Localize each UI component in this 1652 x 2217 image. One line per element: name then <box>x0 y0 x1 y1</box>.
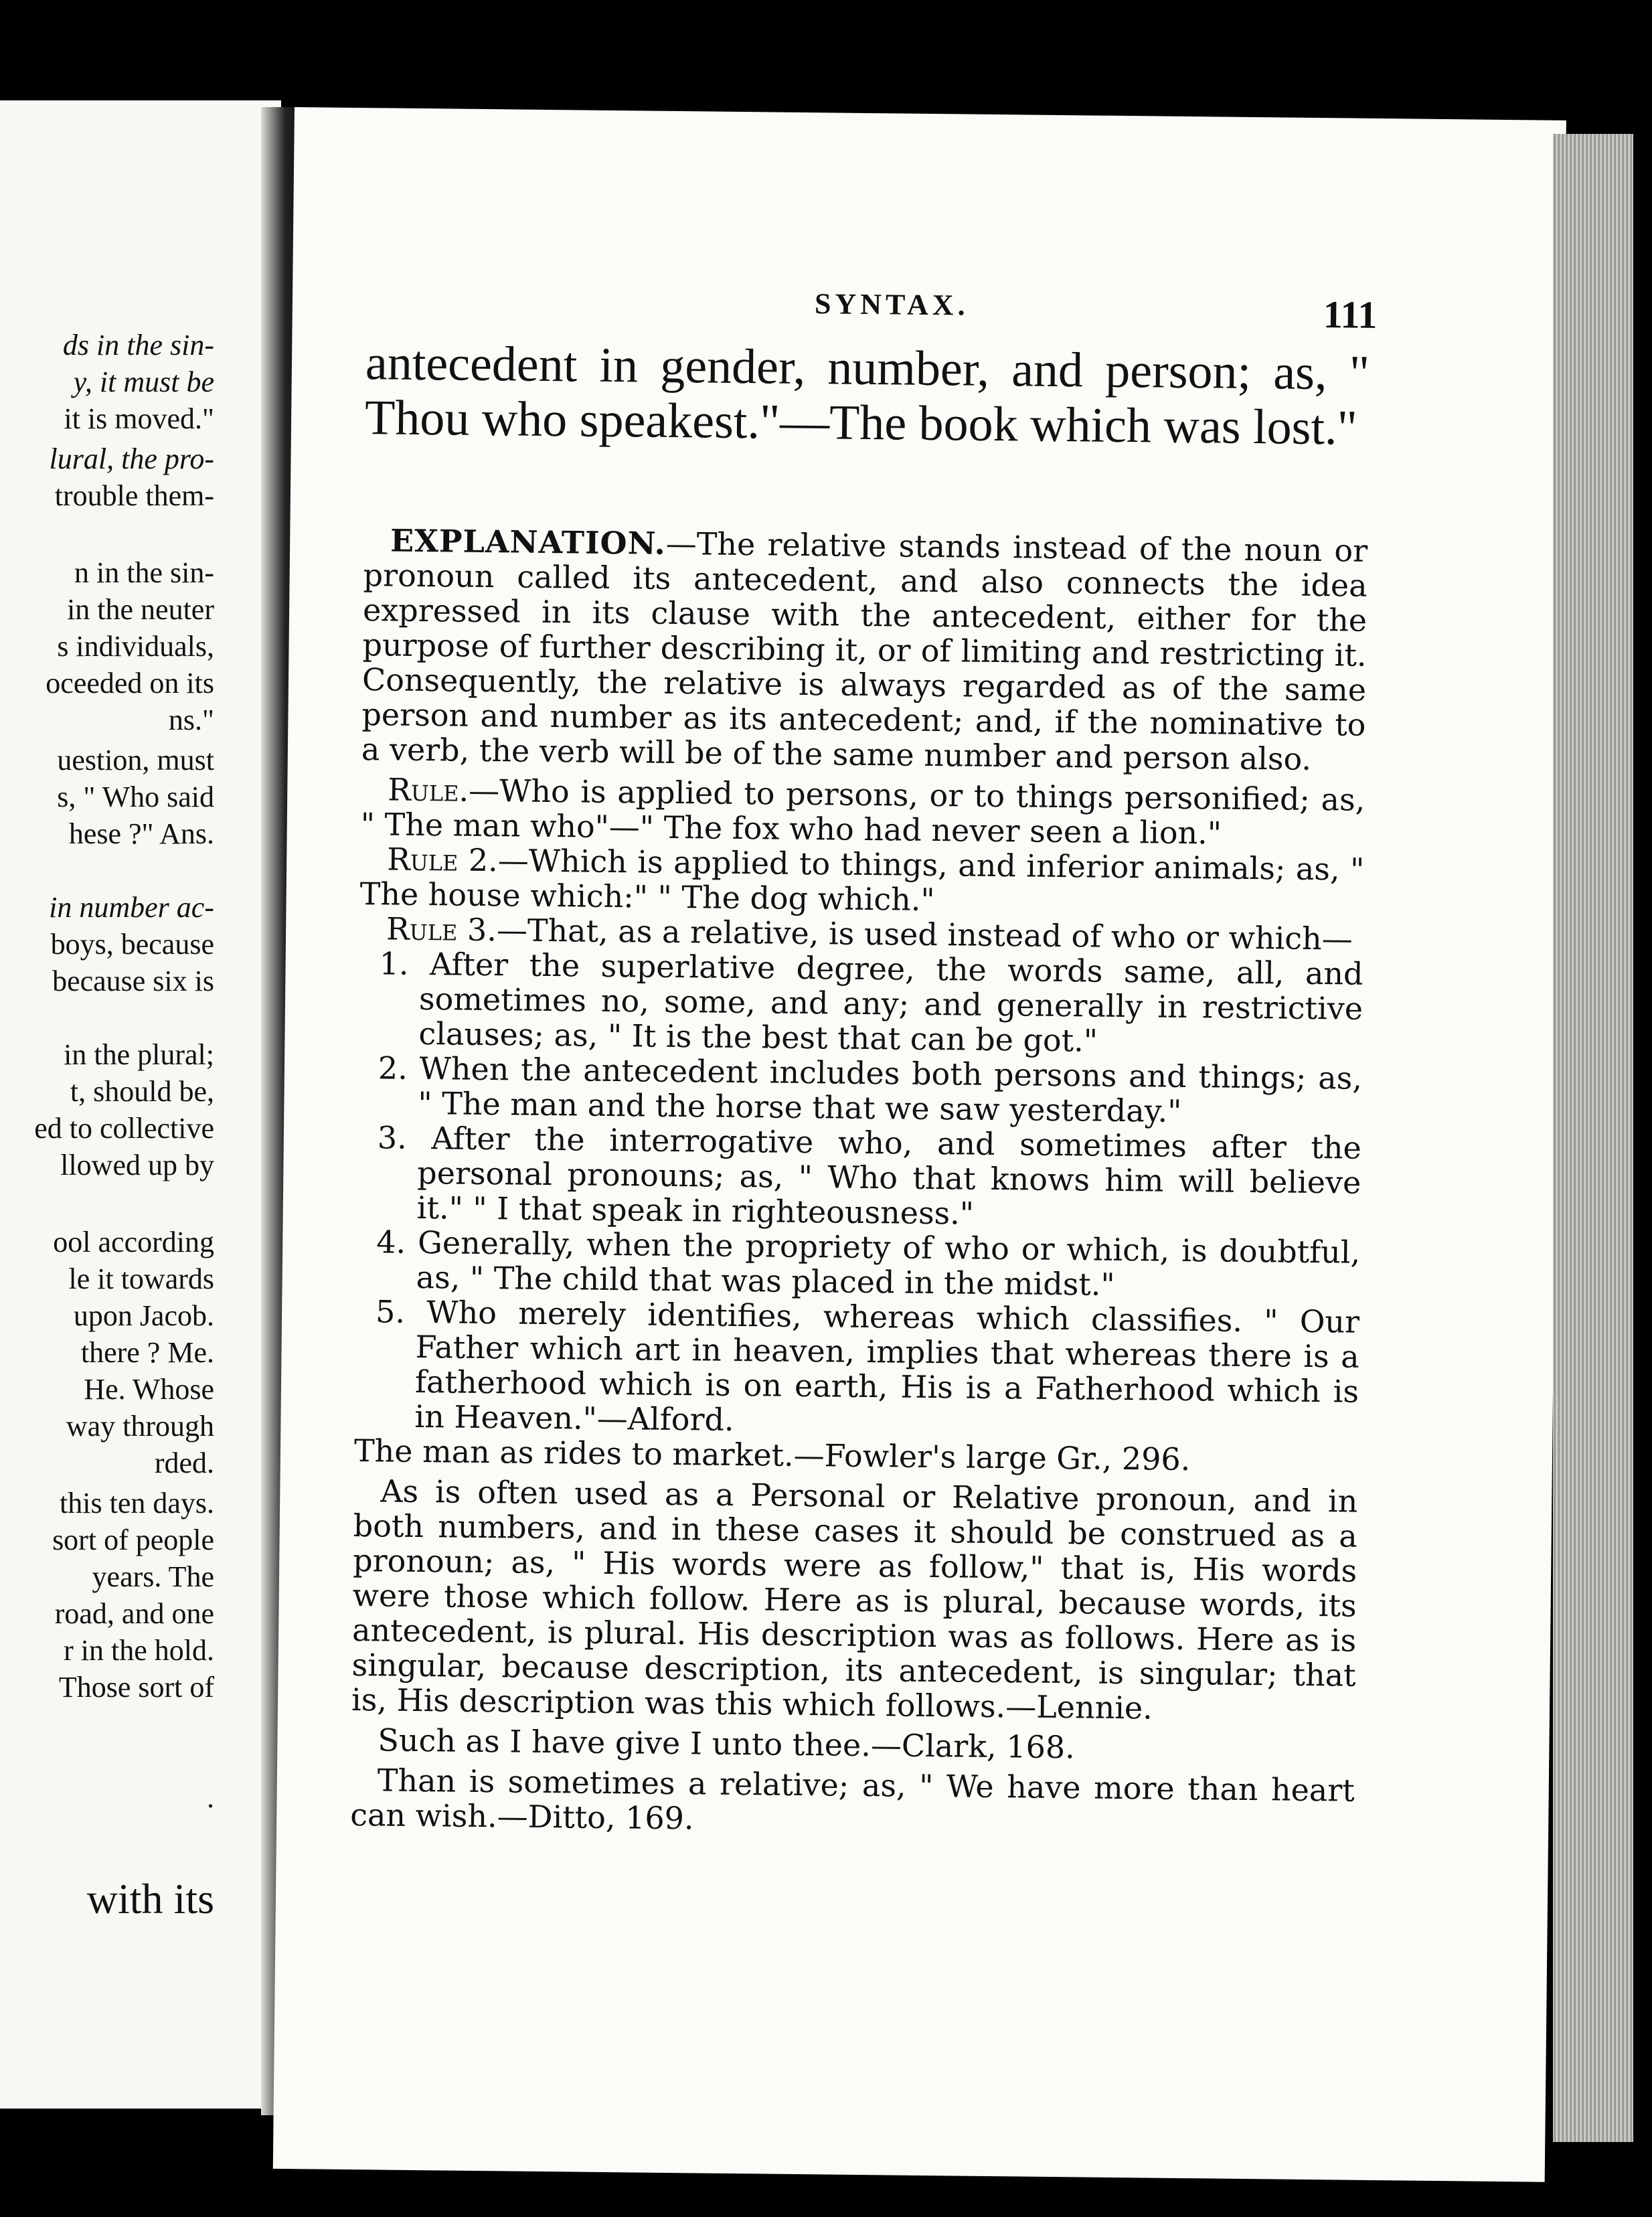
list-text: Who merely identifies, whereas which classifies. " Our Father which art in heaven, implies that whereas there is a fatherhood which is on earth, His is a Fatherhood which is in Heaven."—Alford. <box>414 1294 1360 1438</box>
left-page-line: s, " Who said <box>57 781 214 813</box>
left-page-line: ed to collective <box>34 1112 214 1145</box>
as-paragraph: As is often used as a Personal or Relative pronoun, and in both numbers, and in these cases it should be construed as a pronoun; as, " His words were as follow," that is, His words were those which follow. Here as is plural, because words, its antecedent, is plural. His description was as follows. Here as is singular, because description, its antecedent, is singular; that is, His description was this which follows.—Lennie. <box>351 1473 1358 1726</box>
list-text: After the interrogative who, and sometimes after the personal pronouns; as, " Who that knows him will believe it." " I that speak in righteousness." <box>416 1120 1362 1232</box>
left-page-line: years. The <box>92 1560 214 1593</box>
left-page-line: n in the sin- <box>74 556 214 589</box>
left-page-line: lural, the pro- <box>49 442 214 475</box>
left-page-line: Those sort of <box>58 1671 214 1704</box>
list-number: 3. <box>377 1119 408 1156</box>
list-number: 1. <box>379 945 409 982</box>
left-page-line: rded. <box>154 1447 214 1479</box>
page-body <box>350 523 1368 1848</box>
list-item <box>358 946 1364 1061</box>
left-page-line: uestion, must <box>57 744 214 776</box>
rule-1 <box>361 772 1366 852</box>
rule-text: —Who is applied to persons, or to things personified; as, " The man who"—" The fox who had never seen a lion." <box>360 772 1366 851</box>
page-number: 111 <box>1323 293 1378 337</box>
list-item <box>355 1224 1360 1305</box>
such-as-paragraph: Such as I have give I unto thee.—Clark, 168. <box>378 1722 1076 1766</box>
rule-label: Rule 3. <box>386 910 497 949</box>
list-item <box>357 1050 1362 1131</box>
left-page-line: hese ?" Ans. <box>68 817 214 850</box>
list-number: 4. <box>376 1224 406 1260</box>
rule-label: Rule. <box>388 771 469 809</box>
left-page-line: le it towards <box>68 1262 214 1295</box>
list-text: Generally, when the propriety of who or which, is doubtful, as, " The child that was placed in the midst." <box>416 1224 1361 1303</box>
lead-paragraph: antecedent in gender, number, and person; as, " Thou who speakest."—The book which was lost." <box>364 335 1370 456</box>
rule-text: —Which is applied to things, and inferior animals; as, " The house which:" " The dog which." <box>359 842 1365 918</box>
left-page-line: in the plural; <box>64 1038 214 1071</box>
explanation-paragraph <box>361 523 1368 777</box>
page-edges <box>1553 134 1633 2142</box>
right-page <box>273 107 1566 2182</box>
list-number: 2. <box>378 1050 408 1086</box>
left-page-line: because six is <box>52 965 214 997</box>
left-page-line: trouble them- <box>54 479 214 512</box>
left-page-line: llowed up by <box>60 1149 214 1181</box>
example-paragraph: The man as rides to market.—Fowler's large Gr., 296. <box>353 1432 1191 1478</box>
left-page-line: . <box>207 1781 214 1814</box>
left-page-line: with its <box>86 1875 214 1922</box>
left-page-line: in number ac- <box>49 891 214 924</box>
rule-2 <box>359 841 1364 922</box>
rule-text: —That, as a relative, is used instead of who or which— <box>496 912 1353 957</box>
left-page-line: boys, because <box>50 928 214 961</box>
rule-label: Rule 2. <box>386 841 499 879</box>
left-page-line: y, it must be <box>73 365 214 398</box>
explanation-text: —The relative stands instead of the noun or pronoun called its antecedent, and also connects the idea expressed in its clause with the antecedent, either for the purpose of further describing it, or of limiting and restricting it. Consequently, the relative is always regarded as of the same person and number as its antecedent; and, if the nominative to a verb, the verb will be of the same number and person also. <box>361 525 1368 777</box>
left-page-line: t, should be, <box>70 1075 214 1108</box>
left-page-line: ds in the sin- <box>62 329 214 361</box>
running-head: SYNTAX. <box>814 287 969 322</box>
list-number: 5. <box>375 1293 406 1330</box>
than-paragraph: Than is sometimes a relative; as, " We have more than heart can wish.—Ditto, 169. <box>350 1762 1355 1837</box>
left-page-line: upon Jacob. <box>73 1299 214 1332</box>
list-text: When the antecedent includes both persons and things; as, " The man and the horse that we saw yesterday." <box>418 1050 1363 1129</box>
left-page-line: He. Whose <box>84 1373 214 1406</box>
left-page-line: way through <box>66 1410 214 1443</box>
left-page-line: sort of people <box>52 1524 214 1556</box>
left-page-line: road, and one <box>54 1597 214 1630</box>
explanation-label: EXPLANATION. <box>390 522 667 562</box>
left-page-line: there ? Me. <box>80 1336 214 1369</box>
left-page-line: r in the hold. <box>64 1634 214 1667</box>
list-item <box>357 1120 1362 1235</box>
left-page-line: oceeded on its <box>46 667 214 700</box>
left-page-line: this ten days. <box>60 1487 214 1520</box>
left-page-line: ool according <box>53 1226 214 1258</box>
left-page-line: s individuals, <box>57 630 214 663</box>
left-page-line: it is moved." <box>64 402 214 435</box>
list-item <box>354 1294 1359 1444</box>
left-page-line: in the neuter <box>67 593 214 626</box>
left-page <box>0 100 281 2109</box>
list-text: After the superlative degree, the words same, all, and sometimes no, some, and any; and generally in restrictive clauses; as, " It is the best that can be got." <box>418 946 1364 1059</box>
left-page-line: ns." <box>168 704 214 736</box>
